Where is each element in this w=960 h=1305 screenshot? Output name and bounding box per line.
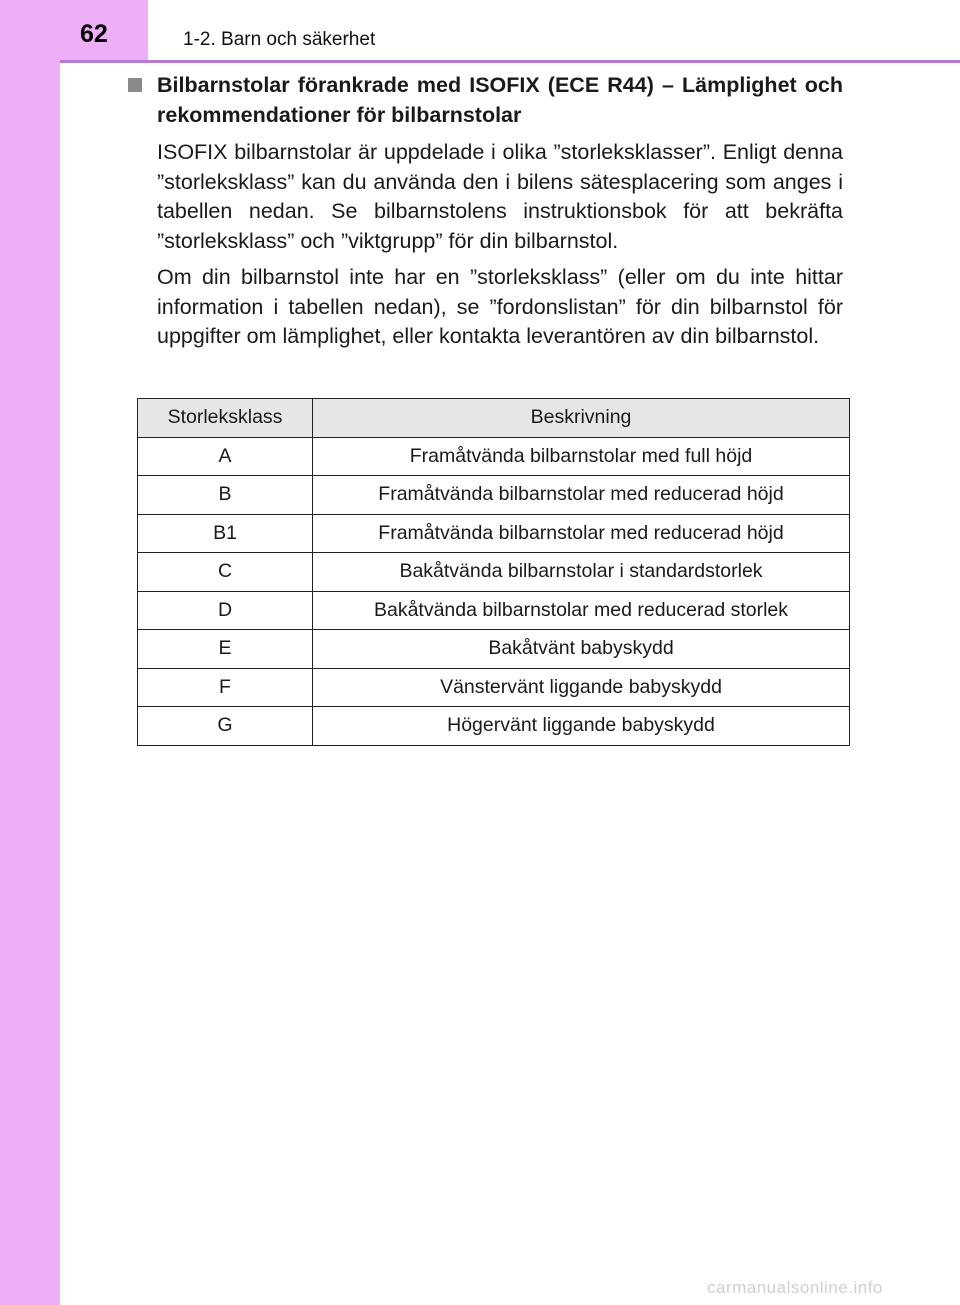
- table-row: [138, 707, 850, 746]
- header-divider: [60, 60, 960, 63]
- table-row: [138, 514, 850, 553]
- paragraph-size-classes: ISOFIX bilbarnstolar är uppdelade i olika ”storleksklasser”. Enligt denna ”storleksklass” kan du använda den i bilens sätesplacering som anges i tabellen nedan. Se bilbarnstolens instruktionsbok för att bekräfta ”storleksklass” och ”viktgrupp” för din bilbarnstol.: [157, 140, 843, 254]
- table-row: [138, 476, 850, 515]
- table-row: [138, 553, 850, 592]
- size-class-cell: F: [138, 668, 313, 707]
- chapter-title: 1-2. Barn och säkerhet: [183, 29, 376, 50]
- watermark: carmanualsonline.info: [707, 1278, 883, 1297]
- size-class-table: [137, 398, 850, 746]
- description-cell: Framåtvända bilbarnstolar med reducerad höjd: [313, 476, 850, 515]
- size-class-cell: E: [138, 630, 313, 669]
- column-header-description: Beskrivning: [313, 399, 850, 438]
- size-class-cell: G: [138, 707, 313, 746]
- description-cell: Vänstervänt liggande babyskydd: [313, 668, 850, 707]
- description-cell: Högervänt liggande babyskydd: [313, 707, 850, 746]
- table-header-row: [138, 399, 850, 438]
- description-cell: Framåtvända bilbarnstolar med full höjd: [313, 437, 850, 476]
- table-row: [138, 437, 850, 476]
- section-heading: Bilbarnstolar förankrade med ISOFIX (ECE R44) – Lämplighet och rekommendationer för bilbarnstolar: [157, 73, 843, 127]
- table-row: [138, 591, 850, 630]
- table-row: [138, 668, 850, 707]
- description-cell: Bakåtvända bilbarnstolar i standardstorlek: [313, 553, 850, 592]
- description-cell: Bakåtvända bilbarnstolar med reducerad storlek: [313, 591, 850, 630]
- column-header-size-class: Storleksklass: [138, 399, 313, 438]
- description-cell: Framåtvända bilbarnstolar med reducerad höjd: [313, 514, 850, 553]
- size-class-cell: D: [138, 591, 313, 630]
- table-row: [138, 630, 850, 669]
- page-number: 62: [80, 20, 108, 48]
- size-class-cell: B1: [138, 514, 313, 553]
- paragraph-no-size-class: Om din bilbarnstol inte har en ”storleksklass” (eller om du inte hittar information i tabellen nedan), se ”fordonslistan” för din bilbarnstol för uppgifter om lämplighet, eller kontakta leverantören av din bilbarnstol.: [157, 265, 843, 349]
- description-cell: Bakåtvänt babyskydd: [313, 630, 850, 669]
- size-class-cell: B: [138, 476, 313, 515]
- side-color-strip: [0, 0, 60, 1305]
- size-class-cell: A: [138, 437, 313, 476]
- size-class-cell: C: [138, 553, 313, 592]
- section-bullet-icon: [128, 78, 142, 92]
